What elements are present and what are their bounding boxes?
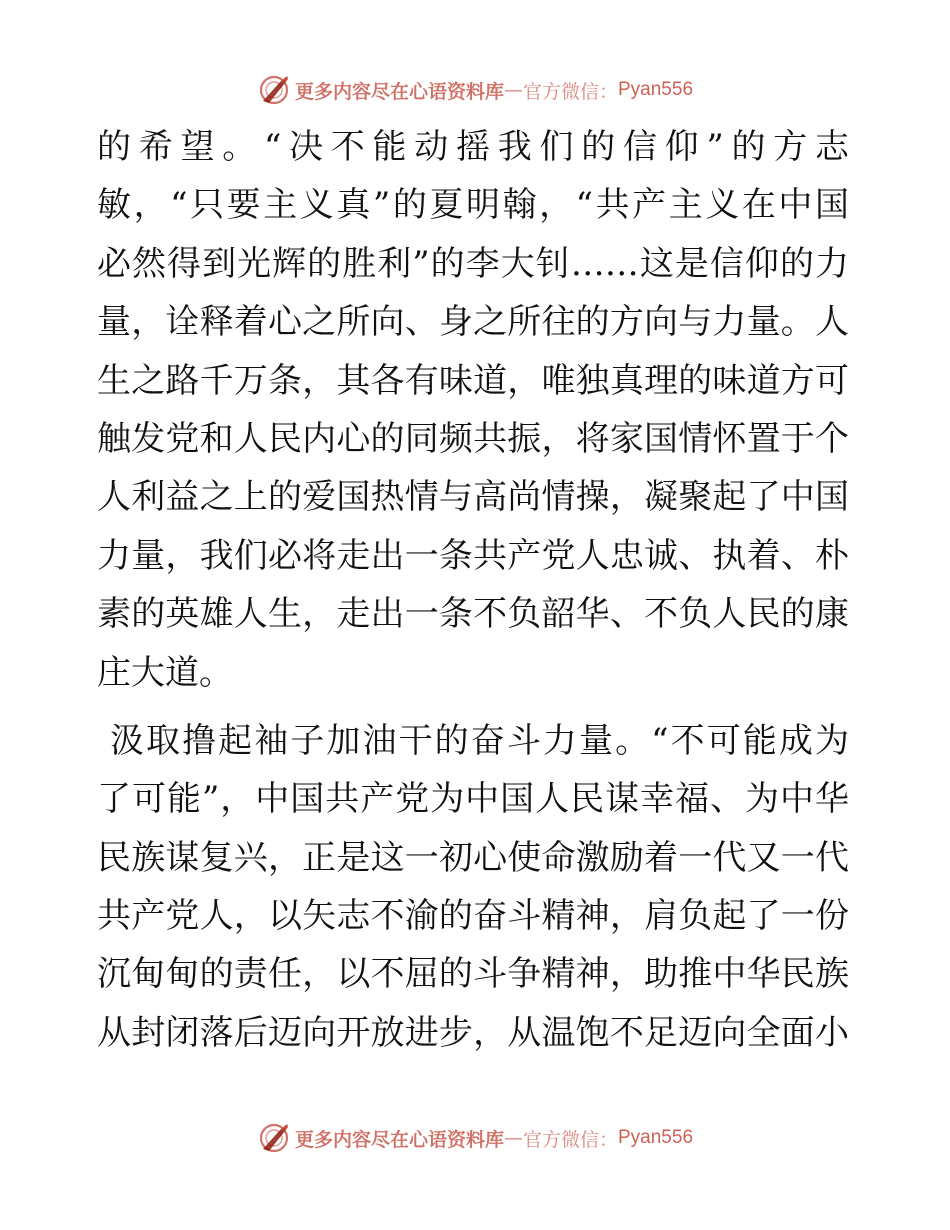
text-line: 力量，我们必将走出一条共产党人忠诚、执着、朴 xyxy=(97,535,849,576)
text-line: 汲取撸起袖子加油干的奋斗力量。“不可能成为 xyxy=(97,720,849,761)
document-body xyxy=(97,118,849,1062)
library-name: 更多内容尽在心语资料库 xyxy=(294,1128,504,1151)
wechat-label: 官方微信： xyxy=(522,1128,618,1151)
text-line: 庄大道。 xyxy=(97,652,233,693)
wechat-id: Pyan556 xyxy=(618,79,694,100)
text-line: 沉甸甸的责任，以不屈的斗争精神，助推中华民族 xyxy=(97,954,849,995)
library-name: 更多内容尽在心语资料库 xyxy=(294,80,504,103)
text-line: 的希望。“决不能动摇我们的信仰”的方志 xyxy=(97,127,849,167)
paragraph-1 xyxy=(97,118,849,702)
banner-separator: — xyxy=(503,79,523,101)
banner-separator: — xyxy=(503,1127,523,1149)
paragraph-2 xyxy=(97,712,849,1062)
footer-banner xyxy=(0,1118,950,1158)
text-line: 素的英雄人生，走出一条不负韶华、不负人民的康 xyxy=(97,594,849,635)
text-line: 人利益之上的爱国热情与高尚情操，凝聚起了中国 xyxy=(97,477,849,518)
wechat-label: 官方微信： xyxy=(522,80,618,103)
text-line: 触发党和人民内心的同频共振，将家国情怀置于个 xyxy=(97,418,849,459)
wechat-id: Pyan556 xyxy=(618,1127,694,1148)
text-line: 共产党人，以矢志不渝的奋斗精神，肩负起了一份 xyxy=(97,896,849,937)
pen-logo-icon xyxy=(257,1121,291,1155)
text-line: 必然得到光辉的胜利”的李大钊……这是信仰的力 xyxy=(97,243,849,284)
text-line: 敏，“只要主义真”的夏明翰，“共产主义在中国 xyxy=(97,185,849,226)
text-line: 从封闭落后迈向开放进步，从温饱不足迈向全面小 xyxy=(97,1012,849,1053)
text-line: 生之路千万条，其各有味道，唯独真理的味道方可 xyxy=(97,360,849,401)
text-line: 民族谋复兴，正是这一初心使命激励着一代又一代 xyxy=(97,837,849,878)
text-line: 量，诠释着心之所向、身之所往的方向与力量。人 xyxy=(97,302,849,343)
paragraph-gap xyxy=(97,702,849,712)
header-banner xyxy=(0,70,950,110)
text-line: 了可能”，中国共产党为中国人民谋幸福、为中华 xyxy=(97,779,849,820)
pen-logo-icon xyxy=(257,73,291,107)
